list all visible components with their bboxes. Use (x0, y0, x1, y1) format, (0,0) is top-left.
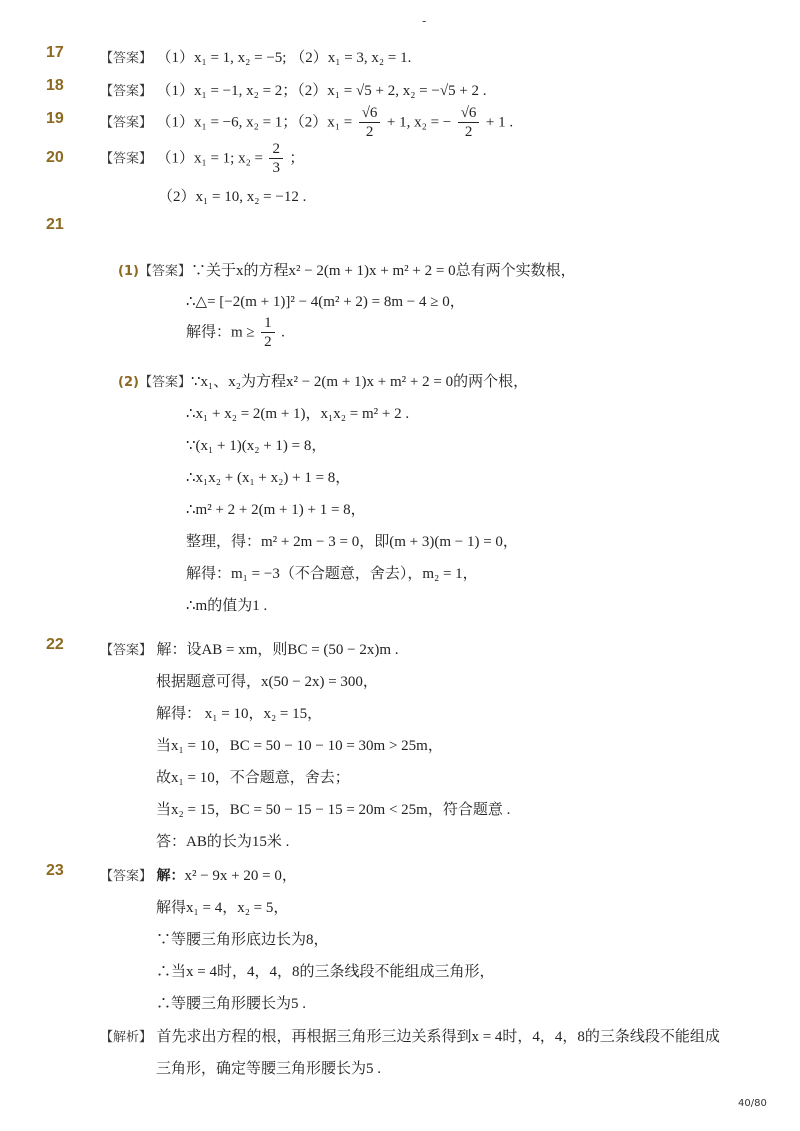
fraction-sqrt6-over-2 (458, 104, 480, 141)
answer-17 (100, 46, 411, 67)
page-number: 40/80 (738, 1098, 767, 1109)
question-number-23: 23 (46, 862, 64, 879)
answer-21-p2-line: ∴x₁ + x₂ = 2(m + 1)，x₁x₂ = m² + 2 . (186, 406, 410, 422)
answer-21-p2-line: ∴m的值为1 . (186, 598, 268, 614)
question-number-18: 18 (46, 77, 64, 94)
answer-23-line: 解得x₁ = 4，x₂ = 5， (156, 900, 289, 916)
answer-label: 【答案】 (100, 151, 153, 167)
answer-label: 【答案】 (100, 869, 153, 884)
fraction-numerator: √6 (458, 104, 480, 123)
answer-19-mid: + 1, x₂ = − (386, 114, 452, 131)
fraction-denominator: 2 (264, 334, 272, 350)
fraction-sqrt6-over-2 (359, 104, 381, 141)
fraction-denominator: 3 (272, 160, 280, 176)
answer-21-part1 (118, 259, 576, 280)
answer-22-line: 当x₂ = 15，BC = 50 − 15 − 15 = 20m < 25m，符合题意 . (156, 802, 511, 818)
answer-21-p2-line: ∴x₁x₂ + (x₁ + x₂) + 1 = 8， (186, 470, 351, 486)
answer-22-line: 故x₁ = 10，不合题意，舍去； (156, 770, 350, 786)
answer-22-line: 根据题意可得，x(50 − 2x) = 300， (156, 674, 378, 690)
answer-18-text: （1）x₁ = −1, x₂ = 2；（2）x₁ = √5 + 2, x₂ = −√5 + 2 . (156, 83, 487, 99)
answer-18 (100, 79, 487, 100)
fraction-denominator: 2 (464, 124, 473, 140)
analysis-label: 【解析】 (100, 1030, 153, 1045)
fraction-numerator: √6 (359, 104, 381, 123)
answer-19-end: + 1 . (485, 114, 514, 131)
header-mark: - (422, 14, 427, 28)
part-label-1: (1) (118, 264, 139, 279)
fraction-1-over-2 (261, 314, 275, 351)
answer-19-part1: （1）x₁ = −6, x₂ = 1；（2）x₁ = (156, 114, 353, 131)
answer-label: 【答案】 (138, 375, 191, 390)
answer-22-line: 解得： x₁ = 10，x₂ = 15， (156, 706, 323, 722)
answer-21-p1-line3-pre: 解得：m ≥ (186, 324, 255, 341)
answer-21-p1-line3 (186, 314, 285, 351)
answer-23-line1: x² − 9x + 20 = 0， (184, 868, 297, 884)
answer-23-line: ∴等腰三角形腰长为5 . (156, 996, 307, 1012)
answer-label: 【答案】 (100, 643, 153, 658)
fraction-2-over-3 (269, 140, 283, 177)
answer-label: 【答案】 (100, 51, 153, 66)
analysis-23-line1: 首先求出方程的根，再根据三角形三边关系得到x = 4时，4，4，8的三条线段不能组成 (156, 1029, 720, 1045)
fraction-denominator: 2 (365, 124, 374, 140)
answer-label: 【答案】 (138, 264, 191, 279)
answer-21-p2-line: 整理，得：m² + 2m − 3 = 0，即(m + 3)(m − 1) = 0， (186, 534, 518, 550)
answer-21-p1-line3-post: . (281, 324, 285, 341)
answer-21-p2-line: ∴m² + 2 + 2(m + 1) + 1 = 8， (186, 502, 366, 518)
answer-20 (100, 140, 304, 177)
question-number-22: 22 (46, 636, 64, 653)
answer-20-line1: （1）x₁ = 1; x₂ = (156, 150, 264, 167)
answer-17-text: （1）x₁ = 1, x₂ = −5; （2）x₁ = 3, x₂ = 1. (156, 50, 412, 66)
answer-21-part2 (118, 370, 528, 391)
question-number-21: 21 (46, 216, 64, 233)
answer-23 (100, 864, 297, 885)
question-number-19: 19 (46, 110, 64, 127)
analysis-23-line2: 三角形，确定等腰三角形腰长为5 . (156, 1061, 382, 1077)
answer-23-solve-label: 解： (156, 868, 185, 884)
answer-22-line: 答：AB的长为15米 . (156, 834, 290, 850)
answer-20-line2: （2）x₁ = 10, x₂ = −12 . (158, 189, 307, 205)
answer-21-p2-line: 解得：m₁ = −3（不合题意，舍去），m₂ = 1， (186, 566, 478, 582)
answer-label: 【答案】 (100, 84, 153, 99)
answer-19 (100, 104, 513, 141)
question-number-17: 17 (46, 44, 64, 61)
answer-21-p1-line2: ∴△= [−2(m + 1)]² − 4(m² + 2) = 8m − 4 ≥ 0， (186, 294, 465, 310)
answer-23-line: ∴当x = 4时，4，4，8的三条线段不能组成三角形， (156, 964, 495, 980)
answer-21-p2-line: ∵(x₁ + 1)(x₂ + 1) = 8， (186, 438, 327, 454)
answer-21-p1-line1: ∵关于x的方程x² − 2(m + 1)x + m² + 2 = 0总有两个实数根， (190, 263, 576, 279)
question-number-20: 20 (46, 149, 64, 166)
fraction-numerator: 1 (261, 314, 275, 333)
answer-label: 【答案】 (100, 115, 153, 131)
answer-20-line1-end: ； (289, 150, 305, 167)
answer-22-line: 当x₁ = 10，BC = 50 − 10 − 10 = 30m > 25m， (156, 738, 443, 754)
answer-22 (100, 638, 399, 659)
part-label-2: (2) (118, 375, 139, 390)
fraction-numerator: 2 (269, 140, 283, 159)
answer-22-line1: 解：设AB = xm，则BC = (50 − 2x)m . (156, 642, 399, 658)
answer-23-line: ∵等腰三角形底边长为8， (156, 932, 329, 948)
answer-21-p2-line: ∵x₁、x₂为方程x² − 2(m + 1)x + m² + 2 = 0的两个根， (190, 374, 529, 390)
analysis-23 (100, 1025, 720, 1046)
